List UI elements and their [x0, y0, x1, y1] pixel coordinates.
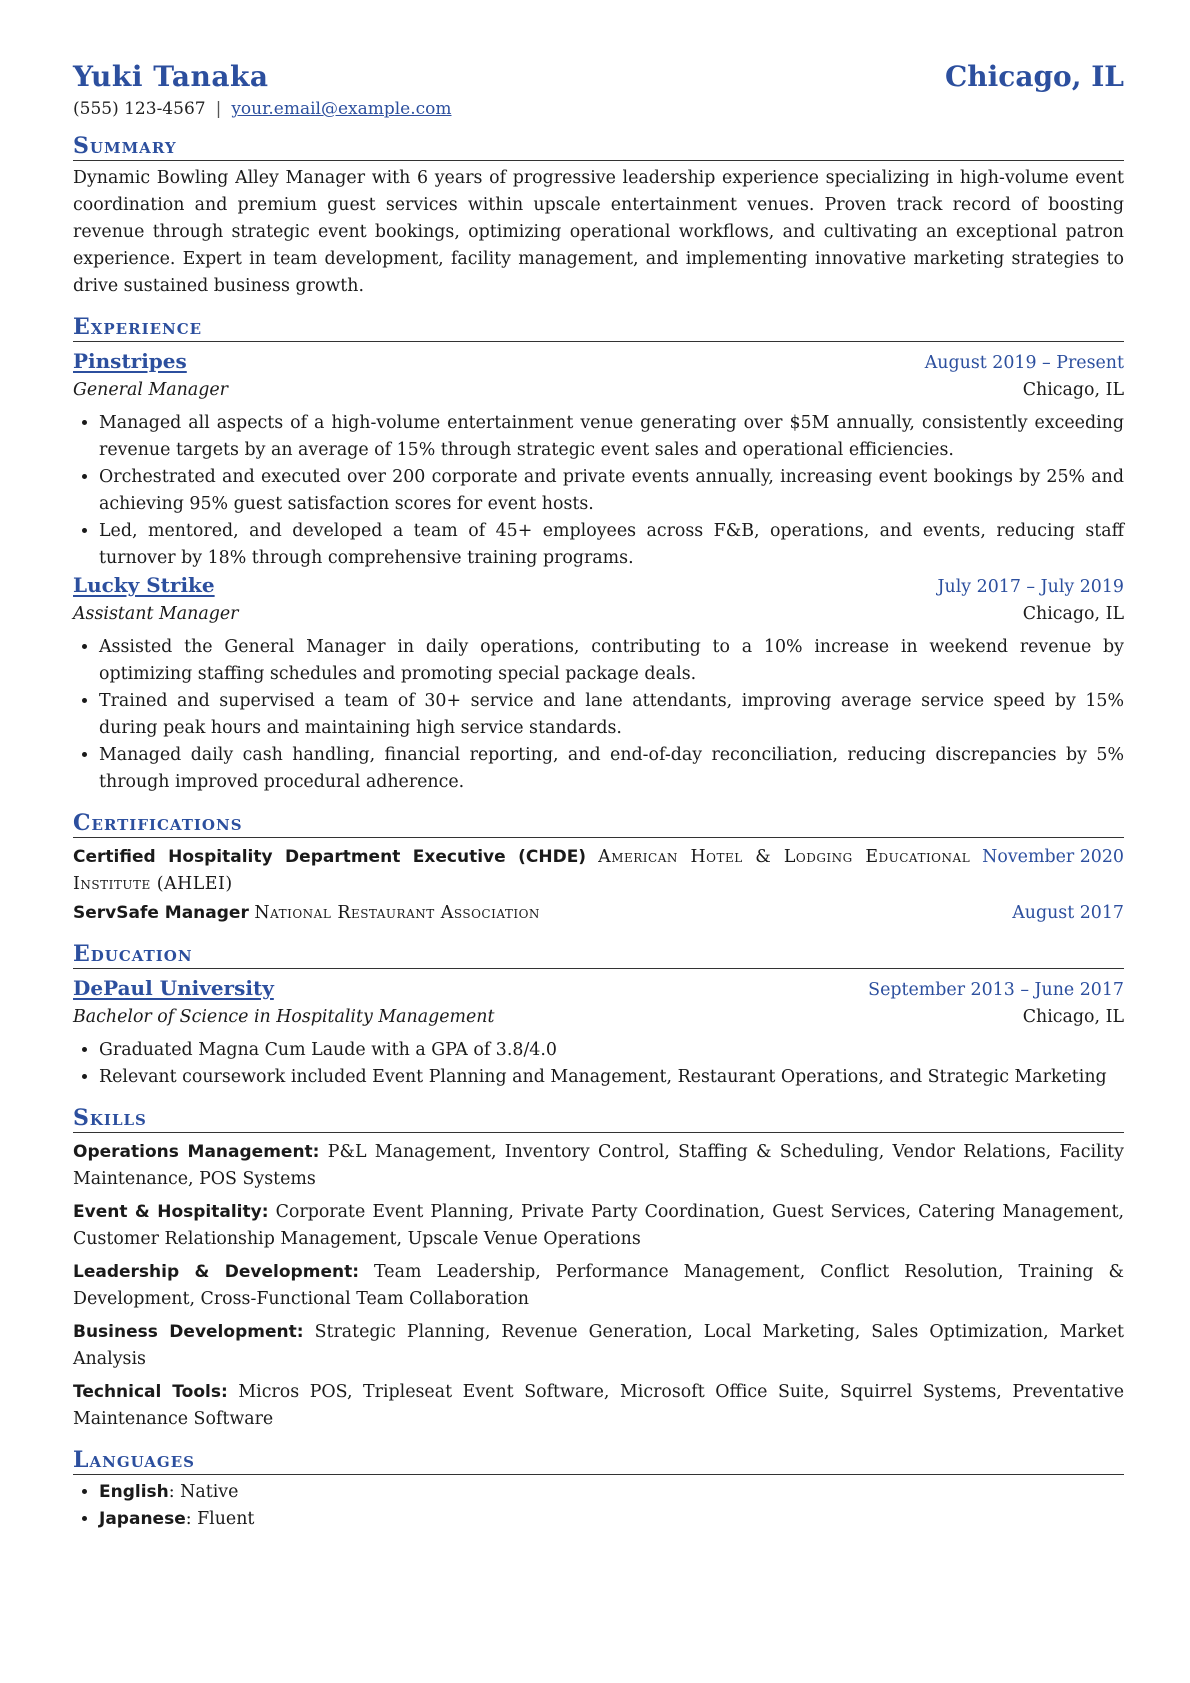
language-name: Japanese [99, 1509, 186, 1529]
certification-name: ServSafe Manager [73, 903, 249, 923]
certification-item [73, 900, 1124, 927]
job-bullet: • Orchestrated and executed over 200 corporate and private events annually, increasing event bookings by 25% and achieving 95% guest satisfaction scores for event hosts. [99, 464, 1124, 518]
certification-date: August 2017 [1012, 903, 1124, 923]
job-bullet: • Assisted the General Manager in daily operations, contributing to a 10% increase in weekend revenue by optimizing staffing schedules and promoting special package deals. [99, 634, 1124, 688]
candidate-location: Chicago, IL [944, 60, 1124, 93]
language-item [99, 1506, 1124, 1533]
education-dates: September 2013 – June 2017 [868, 980, 1124, 1000]
education-bullet: • Graduated Magna Cum Laude with a GPA of 3.8/4.0 [99, 1037, 1124, 1064]
job-role: General Manager [73, 380, 228, 400]
job-dates: August 2019 – Present [924, 353, 1124, 373]
education-bullets [73, 1037, 1124, 1091]
job-entry [73, 348, 1124, 572]
education-bullet: • Relevant coursework included Event Planning and Management, Restaurant Operations, and Strategic Marketing [99, 1064, 1124, 1091]
certification-item [73, 844, 1124, 898]
contact-separator: | [215, 99, 222, 119]
language-name: English [99, 1482, 169, 1502]
summary-text: Dynamic Bowling Alley Manager with 6 years of progressive leadership experience specializing in high-volume event coordination and premium guest services within upscale entertainment venues. Proven track record of boosting revenue through strategic event bookings, optimizing operational workflows, and cultivating an exceptional patron experience. Expert in team development, facility management, and implementing innovative marketing strategies to drive sustained business growth. [73, 168, 1124, 296]
school-link[interactable]: DePaul University [73, 976, 274, 1000]
skill-value: P&L Management, Inventory Control, Staffing & Scheduling, Vendor Relations, Facility Maintenance, POS Systems [73, 1142, 1124, 1189]
resume-header [73, 60, 1124, 93]
skill-group [73, 1379, 1124, 1433]
job-location: Chicago, IL [1022, 380, 1124, 400]
skill-label: Business Development: [73, 1322, 304, 1342]
job-location: Chicago, IL [1022, 604, 1124, 624]
section-title-certifications: Certifications [73, 810, 1124, 838]
certification-name: Certified Hospitality Department Executive (CHDE) [73, 847, 587, 867]
certification-issuer: National Restaurant Association [254, 903, 540, 923]
degree: Bachelor of Science in Hospitality Management [73, 1007, 495, 1027]
language-level: : Native [168, 1482, 239, 1502]
job-bullet: • Trained and supervised a team of 30+ service and lane attendants, improving average service speed by 15% during peak hours and maintaining high service standards. [99, 688, 1124, 742]
company-link[interactable]: Pinstripes [73, 349, 187, 373]
skill-value: Micros POS, Tripleseat Event Software, Microsoft Office Suite, Squirrel Systems, Preventative Maintenance Software [73, 1382, 1125, 1429]
skill-value: Team Leadership, Performance Management, Conflict Resolution, Training & Development, Cross-Functional Team Collaboration [73, 1262, 1124, 1309]
skill-label: Operations Management: [73, 1142, 320, 1162]
phone-number: (555) 123-4567 [73, 99, 206, 119]
skill-value: Corporate Event Planning, Private Party Coordination, Guest Services, Catering Management, Customer Relationship Management, Upscale Venue Operations [73, 1202, 1125, 1249]
job-bullet: • Managed all aspects of a high-volume entertainment venue generating over $5M annually, consistently exceeding revenue targets by an average of 15% through strategic event sales and operational efficiencies. [99, 410, 1124, 464]
section-title-skills: Skills [73, 1105, 1124, 1133]
skill-group [73, 1259, 1124, 1313]
job-bullet: • Managed daily cash handling, financial reporting, and end-of-day reconciliation, reducing discrepancies by 5% through improved procedural adherence. [99, 742, 1124, 796]
education-location: Chicago, IL [1022, 1007, 1124, 1027]
section-title-experience: Experience [73, 314, 1124, 342]
job-dates: July 2017 – July 2019 [937, 577, 1124, 597]
candidate-name: Yuki Tanaka [73, 60, 269, 93]
section-title-education: Education [73, 941, 1124, 969]
certification-date: November 2020 [982, 847, 1124, 867]
language-level: : Fluent [185, 1509, 255, 1529]
education-entry [73, 975, 1124, 1091]
skill-group [73, 1319, 1124, 1373]
job-bullets [73, 634, 1124, 796]
job-bullets [73, 410, 1124, 572]
skill-label: Technical Tools: [73, 1382, 228, 1402]
section-title-languages: Languages [73, 1447, 1124, 1475]
job-role: Assistant Manager [73, 604, 239, 624]
contact-line [73, 99, 1124, 119]
skill-label: Leadership & Development: [73, 1262, 359, 1282]
skill-label: Event & Hospitality: [73, 1202, 269, 1222]
language-list [73, 1479, 1124, 1533]
language-item [99, 1479, 1124, 1506]
email-link[interactable]: your.email@example.com [231, 99, 452, 119]
skill-value: Strategic Planning, Revenue Generation, Local Marketing, Sales Optimization, Market Analysis [73, 1322, 1124, 1369]
section-title-summary: Summary [73, 133, 1124, 161]
certification-issuer: American Hotel & Lodging Educational Institute (AHLEI) [73, 847, 971, 894]
job-bullet: • Led, mentored, and developed a team of 45+ employees across F&B, operations, and events, reducing staff turnover by 18% through comprehensive training programs. [99, 518, 1124, 572]
skill-group [73, 1139, 1124, 1193]
job-entry [73, 572, 1124, 796]
company-link[interactable]: Lucky Strike [73, 573, 215, 597]
skill-group [73, 1199, 1124, 1253]
